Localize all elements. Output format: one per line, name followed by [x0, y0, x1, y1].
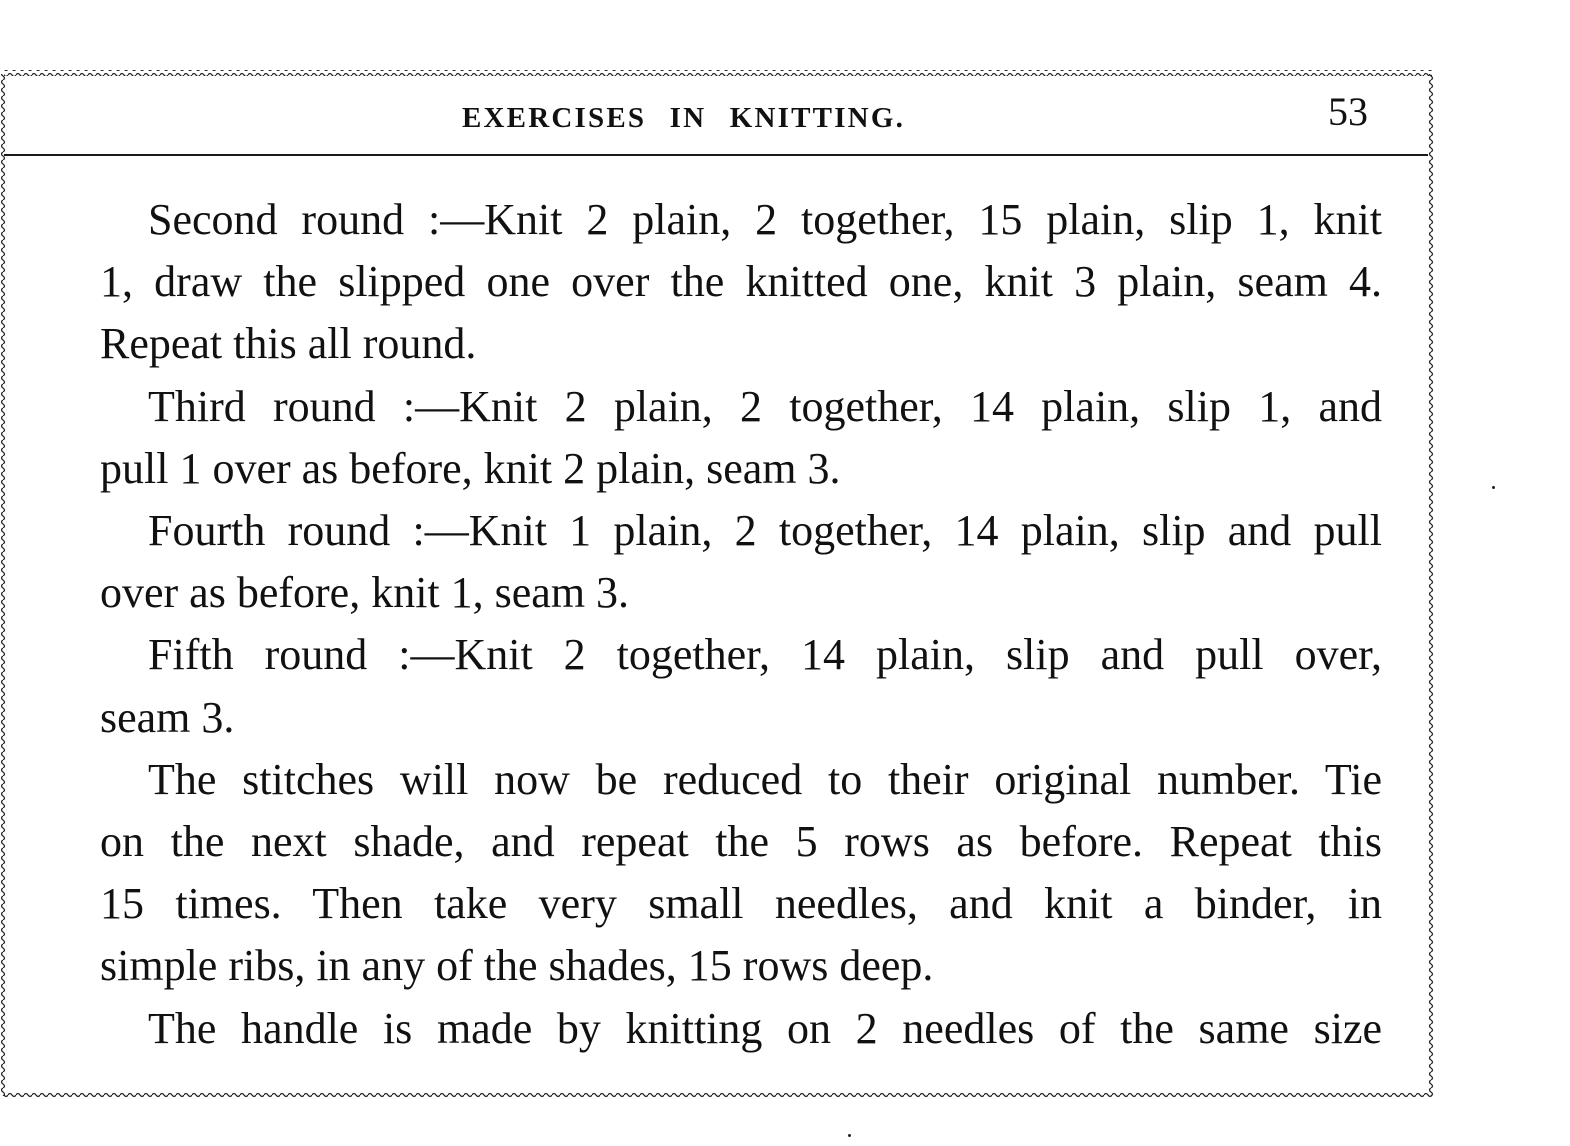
- header-rule: [4, 154, 1428, 156]
- paragraph-third-round: [52, 376, 1382, 500]
- text-line: over as before, knit 1, seam 3.: [100, 568, 630, 618]
- text-line: 15 times. Then take very small needles, and knit a binder, in: [100, 879, 1382, 929]
- page-number: 53: [1328, 89, 1368, 134]
- paragraph-second-round: [52, 189, 1382, 376]
- running-title: EXERCISES IN KNITTING.: [462, 102, 906, 134]
- text-line: 1, draw the slipped one over the knitted one, knit 3 plain, seam 4.: [100, 257, 1382, 307]
- text-line: on the next shade, and repeat the 5 rows as before. Repeat this: [100, 817, 1382, 867]
- paragraph-fourth-round: [52, 500, 1382, 624]
- paragraph-fifth-round: [52, 624, 1382, 748]
- text-line: Second round :—Knit 2 plain, 2 together, 15 plain, slip 1, knit: [148, 195, 1382, 244]
- border-top: [4, 70, 1432, 76]
- text-line: simple ribs, in any of the shades, 15 rows deep.: [100, 941, 934, 991]
- text-line: Fourth round :—Knit 1 plain, 2 together, 14 plain, slip and pull: [148, 506, 1382, 556]
- paragraph-stitches: [52, 749, 1382, 998]
- body-text: [52, 189, 1382, 1060]
- text-line: seam 3.: [100, 692, 235, 742]
- text-line: The handle is made by knitting on 2 needles of the same size: [148, 1003, 1382, 1053]
- paragraph-handle: [52, 998, 1382, 1060]
- border-bottom: [4, 1092, 1432, 1098]
- border-left: [1, 74, 7, 1096]
- scan-speck: [1492, 486, 1495, 489]
- running-head: [0, 88, 1570, 148]
- text-line: Repeat this all round.: [100, 319, 477, 369]
- text-line: pull 1 over as before, knit 2 plain, seam 3.: [100, 443, 841, 493]
- border-right: [1428, 74, 1434, 1096]
- text-line: Third round :—Knit 2 plain, 2 together, 14 plain, slip 1, and: [148, 381, 1382, 431]
- text-line: The stitches will now be reduced to their original number. Tie: [148, 754, 1382, 804]
- scan-speck: [848, 1134, 851, 1137]
- text-line: Fifth round :—Knit 2 together, 14 plain, slip and pull over,: [148, 630, 1382, 680]
